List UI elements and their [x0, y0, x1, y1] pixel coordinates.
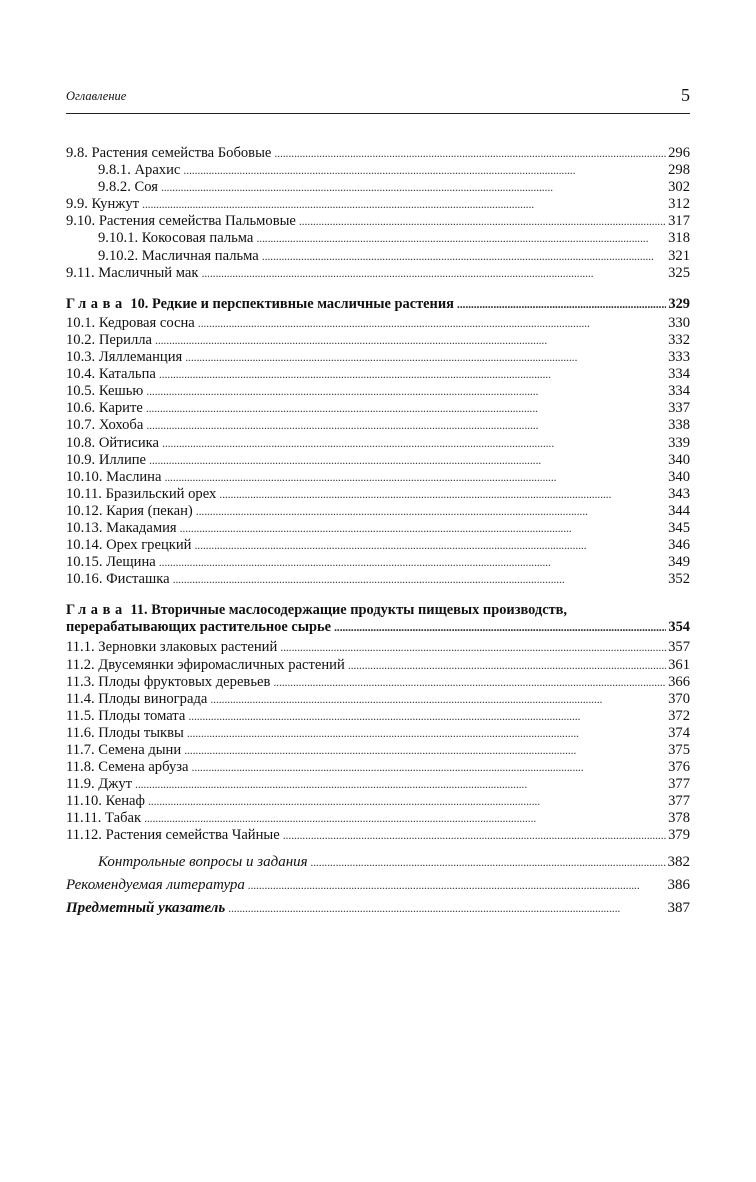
dot-leader [159, 554, 666, 571]
dot-leader [187, 725, 666, 742]
entry-label: Предметный указатель [66, 899, 226, 916]
toc-entry-11-2[interactable] [66, 657, 690, 674]
entry-label: 11.10. Кенаф [66, 793, 145, 810]
dot-leader [299, 213, 666, 230]
toc-entry-10-13[interactable] [66, 520, 690, 537]
dot-leader [146, 383, 666, 400]
entry-label: 10.13. Макадамия [66, 519, 177, 536]
entry-page: 378 [668, 810, 690, 827]
toc-entry-11-1[interactable] [66, 639, 690, 656]
toc-entry-9-8-2[interactable] [66, 179, 690, 196]
entry-label: 10.6. Карите [66, 400, 143, 417]
entry-label: 10.14. Орех грецкий [66, 537, 192, 554]
chapter-title-line1: Вторичные маслосодержащие продукты пищевых производств, [151, 602, 568, 619]
entry-label: Рекомендуемая литература [66, 876, 245, 893]
entry-page: 340 [668, 451, 690, 468]
dot-leader [135, 776, 666, 793]
chapter-title-line2: перерабатывающих растительное сырье [66, 619, 331, 636]
toc-entry-subject-index[interactable] [66, 897, 690, 920]
entry-page: 352 [668, 571, 690, 588]
entry-label: 10.4. Катальпа [66, 366, 156, 383]
dot-leader [198, 315, 666, 332]
dot-leader [155, 332, 666, 349]
entry-page: 377 [668, 793, 690, 810]
entry-label: Контрольные вопросы и задания [98, 853, 308, 870]
entry-label: 10.7. Хохоба [66, 417, 144, 434]
entry-label: 9.11. Масличный мак [66, 264, 199, 281]
dot-leader [274, 145, 666, 162]
entry-page: 346 [668, 537, 690, 554]
entry-label: 10.10. Маслина [66, 468, 162, 485]
toc-entry-10-10[interactable] [66, 469, 690, 486]
entry-page: 345 [668, 519, 690, 536]
entry-label: 11.2. Двусемянки эфиромасличных растений [66, 656, 345, 673]
dot-leader [146, 417, 666, 434]
dot-leader [334, 619, 666, 636]
entry-label: 10.9. Иллипе [66, 451, 147, 468]
toc-entry-11-5[interactable] [66, 708, 690, 725]
toc-entry-11-11[interactable] [66, 810, 690, 827]
toc-entry-11-8[interactable] [66, 759, 690, 776]
chapter-heading [66, 296, 457, 313]
toc-entry-10-3[interactable] [66, 349, 690, 366]
entry-page: 321 [668, 247, 690, 264]
dot-leader [283, 827, 666, 844]
toc-entry-9-9[interactable] [66, 196, 690, 213]
entry-label: 9.10.1. Кокосовая пальма [98, 230, 254, 247]
toc-entry-9-11[interactable] [66, 265, 690, 282]
toc-entry-11-10[interactable] [66, 793, 690, 810]
entry-label: 11.5. Плоды томата [66, 707, 186, 724]
toc-chapter-10[interactable] [66, 296, 690, 313]
entry-label: 11.1. Зерновки злаковых растений [66, 639, 278, 656]
entry-label: 10.1. Кедровая сосна [66, 314, 195, 331]
entry-page: 374 [668, 724, 690, 741]
entry-page: 302 [668, 179, 690, 196]
dot-leader [192, 759, 667, 776]
chapter-prefix: Глава [66, 295, 127, 312]
toc-entry-10-2[interactable] [66, 332, 690, 349]
toc-entry-10-16[interactable] [66, 571, 690, 588]
entry-page: 343 [668, 485, 690, 502]
entry-label: 10.5. Кешью [66, 383, 144, 400]
entry-page: 296 [668, 145, 690, 161]
dot-leader [201, 265, 666, 282]
entry-page: 375 [668, 742, 690, 758]
toc-entry-11-9[interactable] [66, 776, 690, 793]
entry-page: 379 [668, 827, 690, 844]
entry-label: 9.10. Растения семейства Пальмовые [66, 213, 296, 230]
entry-page: 330 [668, 314, 690, 331]
entry-page: 372 [668, 707, 690, 724]
entry-label: 11.8. Семена арбуза [66, 759, 189, 776]
entry-page: 334 [668, 366, 690, 383]
entry-page: 354 [668, 619, 690, 636]
dot-leader [196, 503, 666, 520]
entry-page: 377 [668, 776, 690, 793]
dot-leader [173, 571, 667, 588]
entry-page: 333 [668, 349, 690, 366]
toc-entry-review-questions[interactable] [66, 851, 690, 874]
dot-leader [185, 349, 666, 366]
dot-leader [219, 486, 666, 503]
entry-label: 10.15. Лещина [66, 554, 156, 571]
entry-label: 10.11. Бразильский орех [66, 485, 217, 502]
entry-page: 332 [668, 331, 690, 348]
entry-page: 386 [667, 876, 690, 893]
table-of-contents [66, 145, 690, 920]
entry-label: 11.9. Джут [66, 776, 133, 793]
entry-label: 9.8.1. Арахис [98, 162, 181, 179]
entry-page: 338 [668, 417, 690, 434]
dot-leader [273, 674, 666, 691]
dot-leader [159, 366, 666, 383]
dot-leader [188, 708, 666, 725]
entry-label: 9.8.2. Соя [98, 179, 158, 196]
dot-leader [161, 179, 666, 196]
dot-leader [256, 230, 666, 247]
entry-page: 357 [668, 639, 690, 656]
chapter-number: 11. [130, 602, 148, 619]
entry-label: 10.8. Ойтисика [66, 434, 160, 451]
dot-leader [210, 691, 666, 708]
entry-label: 11.7. Семена дыни [66, 742, 182, 758]
dot-leader [194, 537, 666, 554]
entry-label: 11.6. Плоды тыквы [66, 724, 184, 741]
running-title: Оглавление [66, 89, 127, 103]
entry-page: 318 [668, 230, 690, 247]
toc-entry-10-4[interactable] [66, 366, 690, 383]
toc-entry-9-10-1[interactable] [66, 230, 690, 247]
entry-label: 9.8. Растения семейства Бобовые [66, 145, 272, 161]
entry-label: 9.9. Кунжут [66, 196, 140, 213]
toc-entry-11-7[interactable] [66, 742, 690, 759]
toc-entry-9-10-2[interactable] [66, 248, 690, 265]
entry-page: 382 [667, 853, 690, 870]
toc-entry-11-4[interactable] [66, 691, 690, 708]
entry-page: 349 [668, 554, 690, 571]
entry-page: 325 [668, 264, 690, 281]
toc-entry-11-6[interactable] [66, 725, 690, 742]
toc-entry-10-5[interactable] [66, 383, 690, 400]
entry-label: 10.3. Ляллеманция [66, 349, 183, 366]
dot-leader [164, 469, 666, 486]
entry-page: 337 [668, 400, 690, 417]
dot-leader [457, 296, 666, 313]
entry-page: 334 [668, 383, 690, 400]
entry-label: 10.12. Кария (пекан) [66, 502, 193, 519]
toc-entry-9-8[interactable] [66, 145, 690, 162]
toc-chapter-11-line2[interactable] [66, 619, 690, 636]
toc-entry-recommended-literature[interactable] [66, 874, 690, 897]
dot-leader [184, 742, 666, 759]
toc-entry-10-8[interactable] [66, 435, 690, 452]
toc-entry-10-14[interactable] [66, 537, 690, 554]
entry-page: 298 [668, 162, 690, 179]
spacer [66, 588, 690, 602]
toc-entry-10-9[interactable] [66, 452, 690, 469]
header-rule [66, 113, 690, 114]
entry-label: 9.10.2. Масличная пальма [98, 247, 259, 264]
entry-page: 387 [667, 899, 690, 916]
entry-page: 317 [668, 213, 690, 230]
entry-label: 11.12. Растения семейства Чайные [66, 827, 280, 844]
spacer [66, 282, 690, 296]
dot-leader [228, 897, 665, 920]
toc-entry-10-12[interactable] [66, 503, 690, 520]
entry-page: 339 [668, 434, 690, 451]
toc-chapter-11-line1[interactable] [66, 602, 690, 619]
entry-label: 10.16. Фисташка [66, 571, 170, 588]
dot-leader [144, 810, 666, 827]
toc-entry-10-7[interactable] [66, 417, 690, 434]
page-number: 5 [681, 85, 690, 105]
dot-leader [183, 162, 666, 179]
toc-entry-11-12[interactable] [66, 827, 690, 844]
toc-entry-9-8-1[interactable] [66, 162, 690, 179]
dot-leader [180, 520, 667, 537]
dot-leader [142, 196, 666, 213]
entry-label: 11.11. Табак [66, 810, 142, 827]
entry-page: 361 [668, 656, 690, 673]
dot-leader [280, 639, 666, 656]
entry-page: 312 [668, 196, 690, 213]
dot-leader [348, 657, 666, 674]
entry-page: 329 [668, 295, 690, 312]
page-header [66, 85, 690, 109]
entry-label: 10.2. Перилла [66, 331, 153, 348]
chapter-prefix: Глава [66, 602, 127, 619]
toc-entry-10-15[interactable] [66, 554, 690, 571]
dot-leader [162, 435, 666, 452]
toc-entry-9-10[interactable] [66, 213, 690, 230]
dot-leader [149, 452, 666, 469]
dot-leader [311, 851, 666, 874]
toc-entry-11-3[interactable] [66, 674, 690, 691]
chapter-number: 10. [130, 295, 149, 312]
chapter-title: Редкие и перспективные масличные растения [152, 295, 454, 312]
entry-page: 344 [668, 502, 690, 519]
toc-entry-10-11[interactable] [66, 486, 690, 503]
entry-label: 11.4. Плоды винограда [66, 690, 208, 707]
dot-leader [248, 874, 666, 897]
entry-page: 366 [668, 673, 690, 690]
entry-page: 370 [668, 690, 690, 707]
dot-leader [146, 400, 666, 417]
toc-entry-10-6[interactable] [66, 400, 690, 417]
entry-page: 376 [668, 759, 690, 776]
toc-entry-10-1[interactable] [66, 315, 690, 332]
entry-label: 11.3. Плоды фруктовых деревьев [66, 673, 271, 690]
entry-page: 340 [668, 468, 690, 485]
dot-leader [262, 248, 666, 265]
dot-leader [148, 793, 666, 810]
